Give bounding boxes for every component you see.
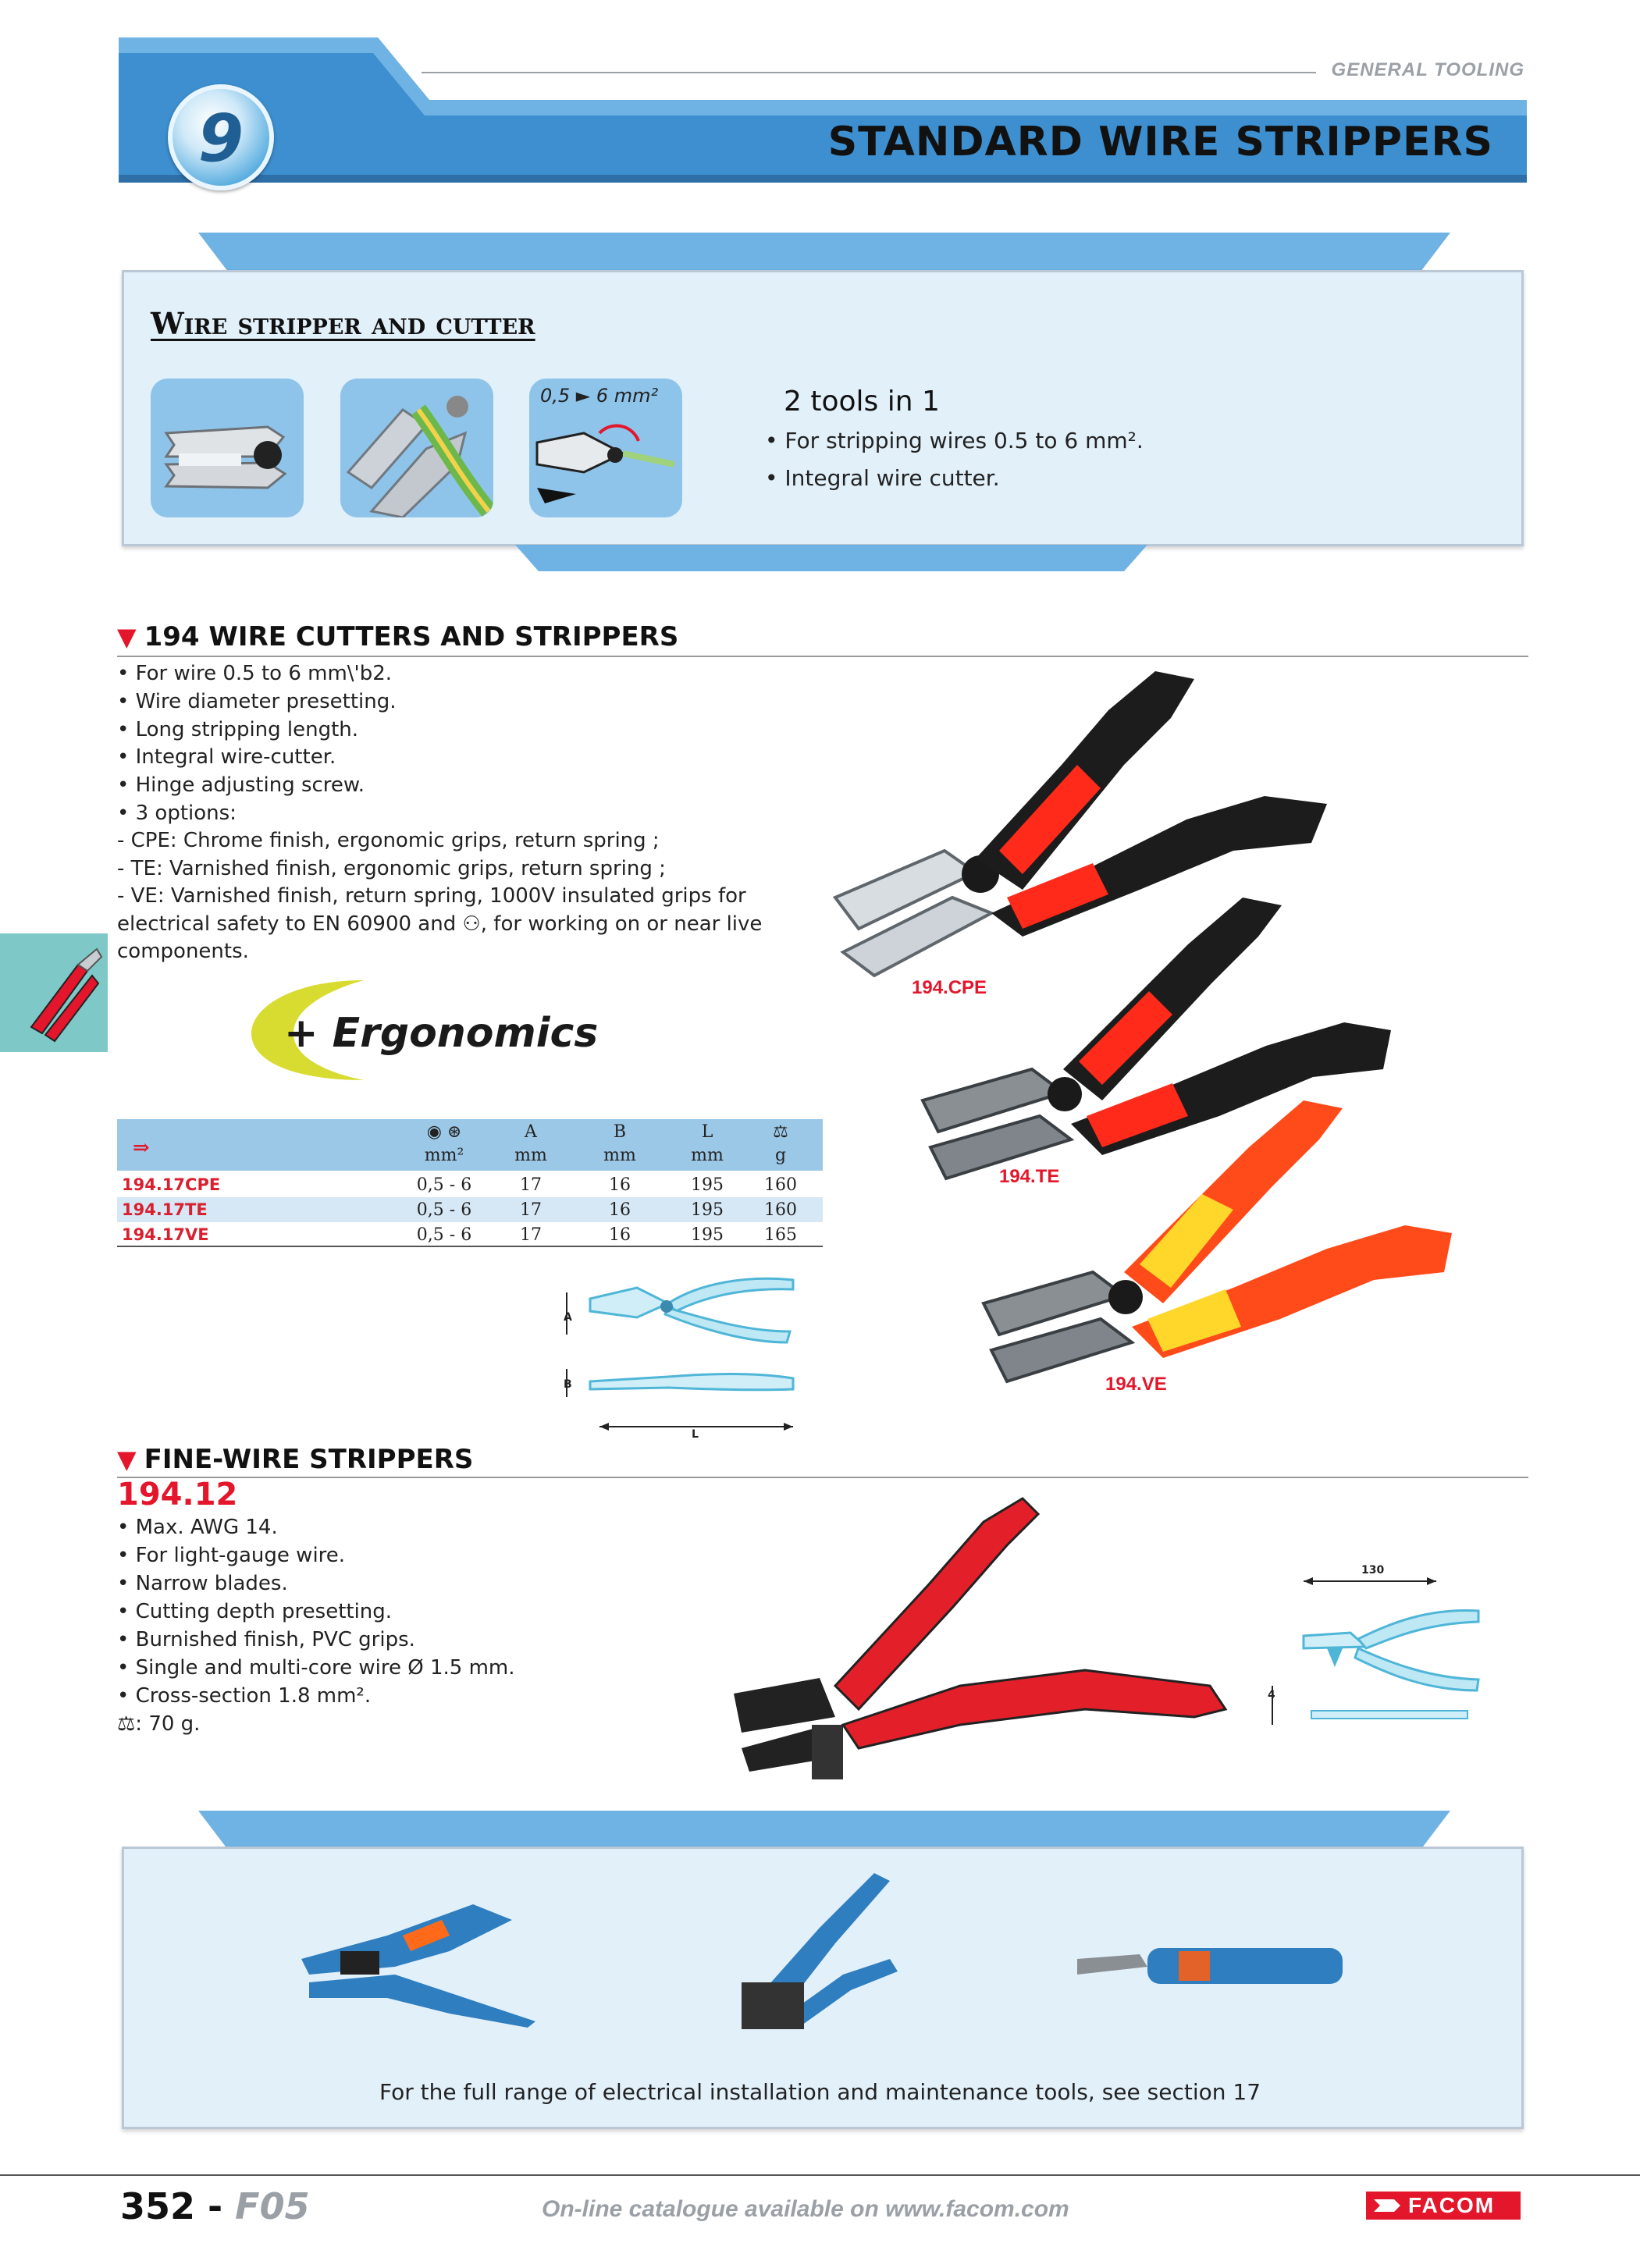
spec-line: • Cross-section 1.8 mm². (117, 1684, 372, 1708)
spec-line: • Max. AWG 14. (117, 1516, 278, 1539)
spec-line: • 3 options: (117, 802, 237, 825)
spec-line: • Long stripping length. (117, 718, 359, 741)
dim-b-label: B (564, 1378, 572, 1391)
row-weight: 160 (764, 1200, 797, 1220)
spec-line: • Wire diameter presetting. (117, 690, 397, 713)
spec-line: electrical safety to EN 60900 and ⚇, for working on or near live (117, 912, 763, 936)
section-rule (117, 656, 1528, 657)
dimension-diagram-194 (551, 1264, 801, 1438)
header-rule (422, 72, 1316, 73)
row-b: 16 (609, 1225, 631, 1245)
row-code: 194.17TE (122, 1200, 208, 1219)
col-l: L (701, 1122, 713, 1142)
pliers-194-ve-image (976, 1093, 1460, 1389)
col-weight-icon: ⚖ (773, 1122, 788, 1142)
online-catalogue-link[interactable]: On-line catalogue available on www.facom.com (542, 2196, 1069, 2222)
section-194-heading-text: 194 WIRE CUTTERS AND STRIPPERS (144, 621, 679, 652)
table-header (117, 1119, 823, 1171)
spec-line: • Cutting depth presetting. (117, 1600, 393, 1623)
dim-130-label: 130 (1361, 1564, 1385, 1577)
cable-knife-image (1069, 1936, 1350, 1998)
row-range: 0,5 - 6 (416, 1225, 472, 1245)
stripper-tool-image (726, 1865, 905, 2045)
row-weight: 160 (764, 1175, 797, 1195)
stripper-head-thumb (151, 379, 304, 517)
section-number: 9 (197, 100, 244, 176)
col-b: B (613, 1122, 627, 1142)
product-label-ve: 194.VE (1105, 1374, 1167, 1395)
page-number (120, 2185, 310, 2227)
section-rule (117, 1477, 1528, 1478)
section-badge (168, 84, 274, 190)
row-range: 0,5 - 6 (416, 1175, 472, 1195)
arrow-ref-icon: ⇒ (133, 1136, 150, 1160)
spec-line: • For light-gauge wire. (117, 1544, 346, 1567)
panel-top-bar (198, 1811, 1450, 1850)
row-b: 16 (609, 1200, 631, 1220)
dimension-diagram-fine (1257, 1561, 1491, 1740)
col-b-unit: mm (603, 1146, 636, 1165)
row-code: 194.17CPE (122, 1175, 221, 1194)
col-a-unit: mm (514, 1146, 547, 1165)
spec-line: components. (117, 940, 249, 963)
row-l: 195 (691, 1225, 724, 1245)
spec-line: ⚖: 70 g. (117, 1712, 201, 1736)
row-l: 195 (691, 1175, 724, 1195)
intro-panel-title: Wire stripper and cutter (151, 306, 535, 341)
page-number-text: 352 - (120, 2185, 236, 2227)
spec-line: • Integral wire-cutter. (117, 745, 336, 769)
spec-line: - CPE: Chrome finish, ergonomic grips, return spring ; (117, 829, 660, 852)
spec-line: • For wire 0.5 to 6 mm\'b2. (117, 662, 393, 685)
row-range: 0,5 - 6 (416, 1200, 472, 1220)
product-label-cpe: 194.CPE (912, 977, 987, 998)
facom-wordmark: FACOM (1408, 2193, 1496, 2217)
col-range-unit: mm² (424, 1146, 464, 1165)
spec-line: - TE: Varnished finish, ergonomic grips, return spring ; (117, 857, 666, 880)
side-thumb-tab (0, 933, 108, 1052)
dim-4-label: 4 (1268, 1689, 1275, 1701)
spec-line: • Single and multi-core wire Ø 1.5 mm. (117, 1656, 515, 1680)
spec-line: • Hinge adjusting screw. (117, 773, 365, 797)
fine-wire-stripper-image (726, 1491, 1272, 1787)
ergonomics-logo-text: + Ergonomics (284, 1010, 599, 1057)
range-label: 0,5 ► 6 mm² (540, 385, 659, 407)
row-code: 194.17VE (122, 1225, 209, 1244)
panel-bottom-bar (515, 545, 1147, 571)
row-a: 17 (520, 1200, 542, 1220)
cutter-wire-thumb (340, 379, 493, 517)
automatic-stripper-image (293, 1889, 551, 2029)
red-triangle-icon: ▼ (117, 622, 137, 652)
range-thumb (529, 379, 682, 517)
col-range-icon: ◉ ⊛ (426, 1122, 462, 1142)
section-17-note: For the full range of electrical installation and maintenance tools, see section 17 (379, 2079, 1261, 2105)
col-weight-unit: g (774, 1146, 787, 1165)
col-l-unit: mm (691, 1146, 724, 1165)
dim-a-label: A (564, 1311, 572, 1324)
spec-line: • Narrow blades. (117, 1572, 288, 1595)
table-row (117, 1197, 823, 1222)
feature-heading: 2 tools in 1 (784, 386, 940, 418)
red-triangle-icon: ▼ (117, 1445, 137, 1474)
row-l: 195 (691, 1200, 724, 1220)
fine-wire-heading (117, 1444, 473, 1475)
spec-line: • Burnished finish, PVC grips. (117, 1628, 415, 1651)
section-194-heading (117, 621, 678, 652)
row-weight: 165 (764, 1225, 797, 1245)
facom-logo (1366, 2192, 1521, 2220)
footer-rule (0, 2174, 1640, 2176)
feature-item: • Integral wire cutter. (765, 465, 1000, 491)
panel-top-bar (198, 233, 1450, 272)
row-a: 17 (520, 1225, 542, 1245)
product-label-te: 194.TE (999, 1166, 1060, 1187)
category-label: GENERAL TOOLING (1331, 59, 1524, 80)
table-row (117, 1172, 823, 1197)
page-title: STANDARD WIRE STRIPPERS (827, 119, 1493, 165)
spec-line: - VE: Varnished finish, return spring, 1000V insulated grips for (117, 884, 746, 908)
model-number: 194.12 (117, 1477, 238, 1513)
fine-wire-heading-text: FINE-WIRE STRIPPERS (144, 1444, 474, 1475)
dim-l-label: L (692, 1428, 699, 1438)
row-a: 17 (520, 1175, 542, 1195)
row-b: 16 (609, 1175, 631, 1195)
table-row (117, 1222, 823, 1247)
feature-item: • For stripping wires 0.5 to 6 mm². (765, 428, 1144, 453)
page-code: F05 (235, 2185, 310, 2227)
col-a: A (525, 1122, 537, 1142)
facom-mark-icon (1372, 2196, 1403, 2215)
